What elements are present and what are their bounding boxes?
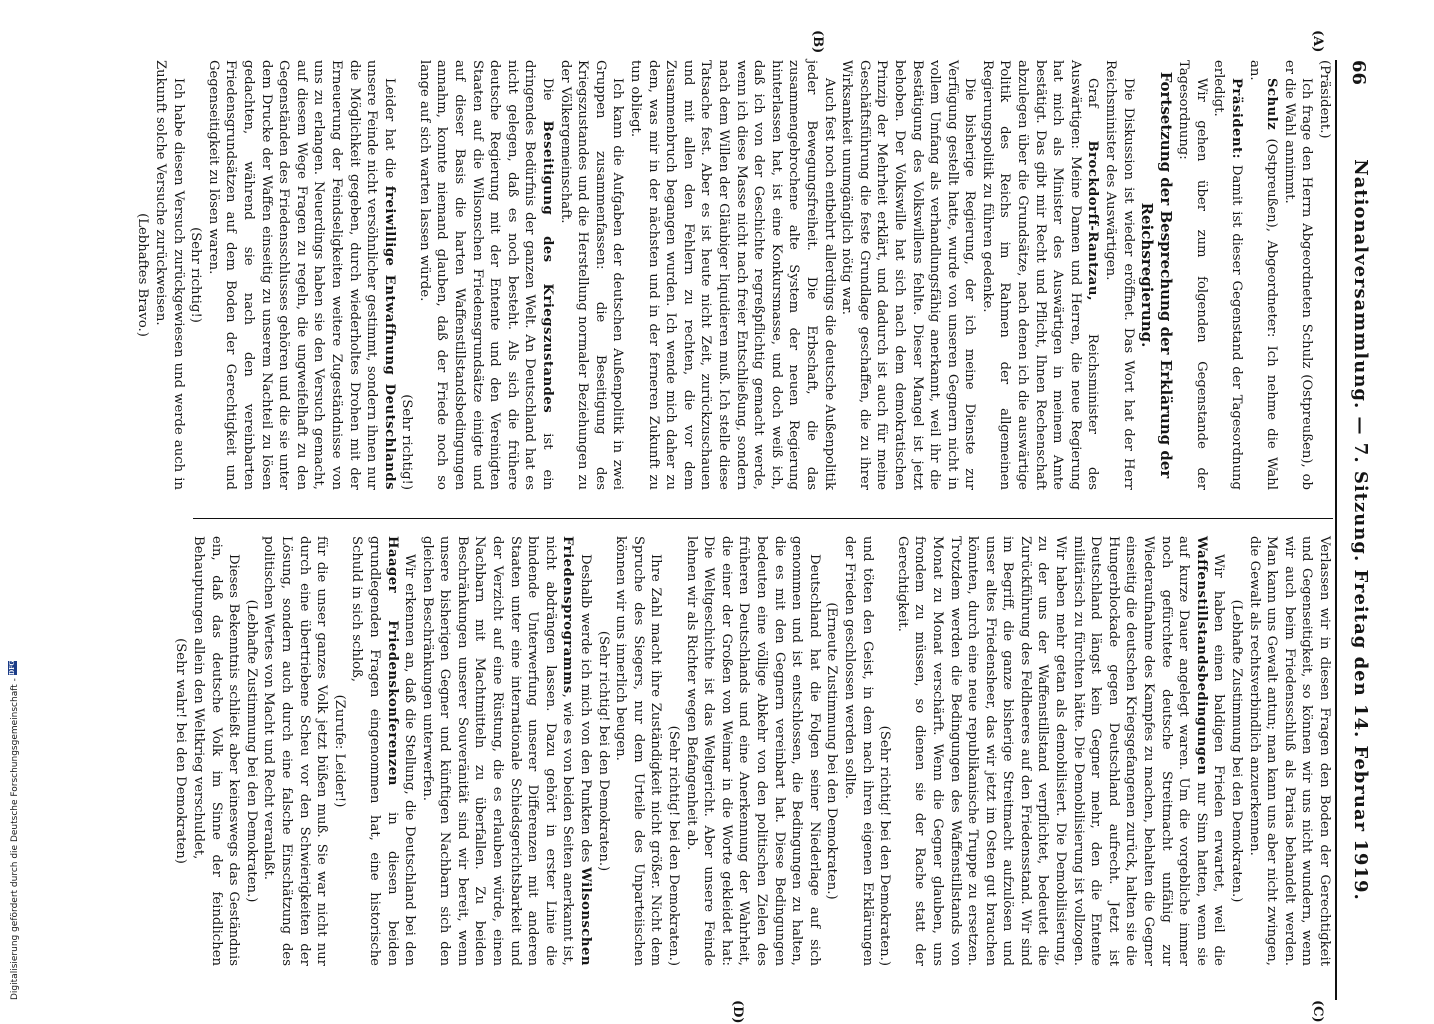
paragraph: Wir erkennen an, daß die Stellung, die Deutschland bei den Haager Friedenskonferenzen in diesen beiden grundlegenden Fragen eingenommen hat, eine historische Schuld in sich schloß, <box>349 536 418 966</box>
margin-marker-c: (C) <box>1310 1000 1325 1023</box>
page-number: 66 <box>1348 60 1369 86</box>
paragraph: Schulz (Ostpreußen), Abgeordneter: Ich nehme die Wahl an. <box>1246 60 1280 490</box>
rotated-scanned-page <box>85 30 1385 1024</box>
emphasis: Haager Friedenskonferenzen <box>384 536 400 786</box>
paragraph: Dieses Bekenntnis schließt aber keineswegs das Geständnis ein, daß das deutsche Volk im Sinne der feindlichen Behauptungen allein den Weltkrieg verschuldet, <box>191 536 242 966</box>
emphasis: Waffenstillstandsbedingungen <box>1193 536 1209 776</box>
paragraph: Leider hat die freiwillige Entwaffnung Deutschlands unsere Feinde nicht versöhnlicher gestimmt, sondern ihnen nur die Möglichkeit gegeben, durch wiederholtes Drohen mit der Erneuerung der Feindseligkeiten weitere Zugeständnisse von uns zu erlangen. Neuerdings haben sie den Versuch gemacht, auf diesem Wege Fragen zu regeln, die ungweifelhaft zu den Gegenständen des Friedensschlusses gehören und die sie unter dem Drucke der Waffen einseitig zu unserem Nachteil zu lösen gedachten, während sie nach den vereinbarten Friedensgrundsätzen auf dem Boden der Gerechtigkeit und Gegenseitigkeit zu lösen waren. <box>205 60 397 490</box>
paragraph: für die unser ganzes Volk jetzt büßen muß. Sie war nicht nur durch eine übertriebene Scheu vor den Schwierigkeiten der Lösung, sondern auch durch eine falsche Einschätzung des politischen Wertes von Macht und Recht veranlaßt. <box>261 536 330 966</box>
paragraph: Die Diskussion ist wieder eröffnet. Das Wort hat der Herr Reichsminister des Auswärtigen. <box>1103 60 1136 490</box>
paragraph: Präsident: Damit ist dieser Gegenstand der Tagesordnung erledigt. <box>1211 60 1245 490</box>
interjection: (Sehr richtig! bei den Demokraten.) <box>595 630 611 872</box>
paragraph: Auch fest noch entbehrt allerdings die deutsche Außenpolitik jeder Bewegungsfreiheit. Die Erbschaft, die das zusammengebrochene alte System der neuen Regierung hinterlassen hat, ist eine Konkursmasse, und doch weiß ich, daß ich von der Geschichte regreßpflichtig gemacht werde, wenn ich diese Masse nicht nach freier Entschließung, sondern nach dem Willen der Gläubiger liquidieren muß. Ich stelle diese Tatsache fest. Aber es ist heute nicht Zeit, zurückzuschauen und mit allen den Fehlern zu rechten, die vor dem Zusammenbruch begangen wurden. Ich wende mich daher zu dem, was mir in der nächsten und in der ferneren Zukunft zu tun obliegt. <box>628 60 837 490</box>
interjection: (Zurufe: Leider!) <box>331 694 347 808</box>
paragraph: Verlassen wir in diesen Fragen den Boden der Gerechtigkeit und Gegenseitigkeit, so können wir uns nicht wundern, wenn wir auch beim Friedensschluß als Parias behandelt werden. Man kann uns Gewalt antun; man kann uns aber nicht zwingen, die Gewalt als rechtsverbindlich anzuerkennen. <box>1246 536 1332 966</box>
margin-marker-a: (A) <box>1310 30 1325 53</box>
interjection: (Lebhafte Zustimmung bei den Demokraten.) <box>1229 599 1245 903</box>
interjection: (Lebhaftes Bravo.) <box>135 213 151 337</box>
emphasis: Wilsonschen Friedensprogramms <box>560 536 594 966</box>
paragraph: und töten den Geist, in dem nach ihren eigenen Erklärungen der Frieden geschlossen werden sollte. <box>841 536 875 966</box>
column-divider <box>193 518 1333 519</box>
interjection: (Erneute Zustimmung bei den Demokraten.) <box>824 602 840 900</box>
interjection: (Sehr wahr! bei den Demokraten) <box>173 638 189 864</box>
paragraph: Ihre Zahl macht ihre Zuständigkeit nicht größer. Nicht dem Spruche des Siegers, nur dem Urteile des Unparteiischen können wir uns innerlich beugen. <box>613 536 664 966</box>
speaker-name: Präsident: <box>1229 78 1245 160</box>
interjection: (Lebhafte Zustimmung bei den Demokraten.) <box>243 599 259 903</box>
paragraph: Wir gehen über zum folgenden Gegenstande der Tagesordnung: <box>1176 60 1209 490</box>
interjection: (Sehr richtig!) <box>188 227 204 323</box>
digitization-credit: Digitalisierung gefördert durch die Deutsche Forschungsgemeinschaft -DFG <box>9 660 20 1000</box>
running-title: Nationalversammlung. — 7. Sitzung. Freitag den 14. Februar 1919. <box>1350 159 1371 901</box>
margin-marker-d: (D) <box>730 1000 745 1024</box>
agenda-heading: Fortsetzung der Besprechung der Erklärung der Reichsregierung. <box>1137 71 1175 479</box>
paragraph: Ich kann die Aufgaben der deutschen Außenpolitik in zwei Gruppen zusammenfassen: die Beseitigung des Kriegszustandes und die Herstellung normaler Beziehungen zu der Völkergemeinschaft. <box>557 60 626 490</box>
paragraph: Wir haben einen baldigen Frieden erwartet, weil die Waffenstillstandsbedingungen nur Sinn hatten, wenn sie auf kurze Dauer angelegt waren. Um die vorgebliche immer noch gefürchtete deutsche Streitmacht unfähig zur Wiederaufnahme des Kampfes zu machen, behalten die Gegner einseitig die deutschen Kriegsgefangenen zurück, halten sie die Hungerblockade gegen Deutschland aufrecht. Jetzt ist Deutschland längst kein Gegner mehr, den die Entente militärisch zu fürchten hätte. Die Demobilisierung ist vollzogen. Wir haben mehr getan als demobilisiert. Die Demobilisierung, zu der uns der Waffenstillstand verpflichtet, bedeutet die Zurückführung des Feldheeres auf den Friedensstand. Wir sind im Begriff, die ganze bisherige Streitmacht aufzulösen und unser altes Friedensheer, das wir jetzt im Osten gut brauchen könnten, durch eine neue republikanische Truppe zu ersetzen. Trotzdem werden die Bedingungen des Waffenstillstands von Monat zu Monat verschärft. Wenn die Gegner glauben, uns frondem zu müssen, so dienen sie der Rache statt der Gerechtigkeit. <box>894 536 1227 966</box>
speaker-name: Schulz <box>1264 78 1280 131</box>
paragraph: Die Beseitigung des Kriegszustandes ist ein dringendes Bedürfnis der ganzen Welt. An Deutschland hat es nicht gelegen, daß es noch besteht. Als sich die frühere deutsche Regierung mit der Entente und den Vereinigten Staaten auf die Wilsonschen Friedensgrundsätze einigte und auf dieser Basis die harten Waffenstillstandsbedingungen annahm, konnte niemand glauben, daß der Friede noch so lange auf sich warten lassen würde. <box>416 60 556 491</box>
dfg-logo: DFG <box>9 660 16 676</box>
interjection: (Sehr richtig! bei den Demokraten.) <box>666 725 682 966</box>
paragraph: Die bisherige Regierung, der ich meine Dienste zur Verfügung gestellt hatte, wurde von unseren Gegnern nicht in vollem Umfang als verhandlungsfähig anerkannt, weil ihr die Bestätigung des Volkswillens fehlte. Dieser Mangel ist jetzt behoben. Der Volkswille hat sich nach dem demokratischen Prinzip der Mehrheit erklärt, und dadurch ist auch für meine Geschäftsführung die feste Grundlage geschaffen, die zu ihrer Wirksamkeit unumgänglich nötig war. <box>839 60 978 490</box>
paragraph: Deutschland hat die Folgen seiner Niederlage auf sich genommen und ist entschlossen, die Bedingungen zu halten, die es mit den Gegnern vereinbart hat. Diese Bedingungen bedeuten eine völlige Abkehr von den politischen Zielen des früheren Deutschlands und eine Anerkennung der Wahrheit, die einer der Großen von Weimar in die Worte gekleidet hat: Die Weltgeschichte ist das Weltgericht. Aber unsere Feinde lehnen wir als Richter wegen Befangenheit ab. <box>683 536 822 966</box>
paragraph: Deshalb werde ich mich von den Punkten des Wilsonschen Friedensprogramms, wie es von beiden Seiten anerkannt ist, nicht abdrängen lassen. Dazu gehört in erster Linie die bindende Unterwerfung unserer Differenzen mit anderen Staaten unter eine internationale Schiedsgerichtsbarkeit und der Verzicht auf eine Rüstung, die es erlauben würde, einen Nachbarn mit Machtmitteln zu überfallen. Zu beiden Beschränkungen unserer Souveränität sind wir bereit, wenn unsere bisherigen Gegner und künftigen Nachbarn sich den gleichen Beschränkungen unterwerfen. <box>419 536 594 966</box>
interjection: (Sehr richtig! bei den Demokraten.) <box>877 725 893 966</box>
speaker-name: Brockdorff-Rantzau, <box>1085 140 1101 302</box>
right-column <box>173 536 1333 966</box>
paragraph: Ich habe diesen Versuch zurückgewiesen und werde auch in Zukunft solche Versuche zurückweisen. <box>153 60 186 490</box>
paragraph: Ich frage den Herrn Abgeordneten Schulz (Ostpreußen), ob er die Wahl annimmt. <box>1281 60 1315 490</box>
emphasis: freiwillige Entwaffnung Deutschlands <box>381 185 397 490</box>
emphasis: Beseitigung des Kriegszustandes <box>540 120 556 414</box>
margin-marker-b: (B) <box>810 30 825 54</box>
page-header <box>1335 60 1377 1000</box>
interjection: (Sehr richtig!) <box>399 394 415 490</box>
left-column <box>135 60 1333 491</box>
speaker-note: (Präsident.) <box>1317 60 1332 139</box>
paragraph: Graf Brockdorff-Rantzau, Reichsminister des Auswärtigen: Meine Damen und Herren, die neue Regierung hat mich als Minister des Auswärtigen in meinem Amte bestätigt. Das gibt mir Recht und Pflicht, Ihnen Rechenschaft abzulegen über die Grundsätze, nach denen ich die auswärtige Politik des Reichs im Rahmen der allgemeinen Regierungspolitik zu führen gedenke. <box>979 60 1101 490</box>
